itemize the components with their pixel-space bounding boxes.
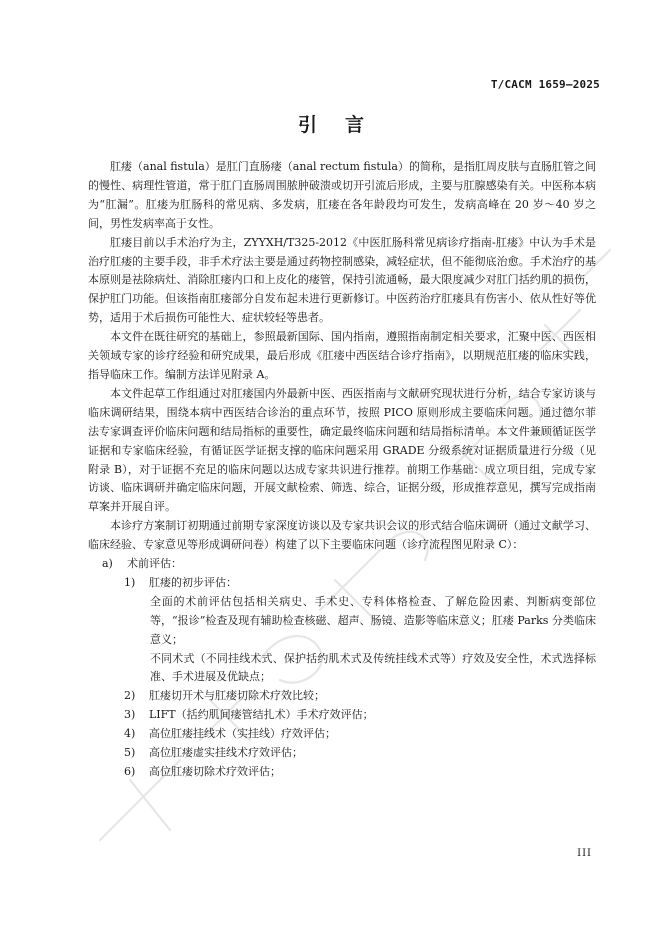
intro-paragraph-3: 本文件在既往研究的基础上，参照最新国际、国内指南，遵照指南制定相关要求，汇聚中医、西医相关领域专家的诊疗经验和研究成果，最后形成《肛瘘中西医结合诊疗指南》，以期规范肛瘘的临床实践，指导临床工作。编制方法详见附录 A。 [88,330,596,381]
list-item-1 [88,574,596,593]
list-item-3 [88,706,596,725]
list-item-5 [88,744,596,763]
list-label: 肛瘘的初步评估： [149,575,237,589]
intro-paragraph-5: 本诊疗方案制订初期通过前期专家深度访谈以及专家共识会议的形式结合临床调研（通过文献学习、临床经验、专家意见等形成调研问卷）构建了以下主要临床问题（诊疗流程图见附录 C）： [88,519,596,552]
list-item-a [88,555,596,574]
list-item-6 [88,763,596,782]
intro-paragraph-1: 肛瘘（anal fistula）是肛门直肠瘘（anal rectum fistula）的简称，是指肛周皮肤与直肠肛管之间的慢性、病理性管道，常于肛门直肠周围脓肿破溃或切开引流后形成，主要与肛腺感染有关。中医称本病为“肛漏”。肛瘘为肛肠科的常见病、多发病，肛瘘在各年龄段均可发生，发病高峰在 20 岁～40 岁之间，男性发病率高于女性。 [88,160,596,230]
list-marker: 4) [124,727,136,741]
list-label: 高位肛瘘切除术疗效评估； [149,765,281,778]
document-body [88,158,596,782]
list-marker: 3) [124,708,136,722]
sub-item-surgical-options: 不同术式（不同挂线术式、保护括约肌术式及传统挂线术式等）疗效及安全性，术式选择标准、手术进展及优缺点； [150,651,596,684]
list-marker: 1) [124,575,136,589]
list-item-4 [88,725,596,744]
list-label: LIFT（括约肌间瘘管结扎术）手术疗效评估； [149,708,374,722]
list-label: 高位肛瘘挂线术（实挂线）疗效评估； [149,727,336,741]
list-marker: 5) [124,746,136,760]
list-label: 肛瘘切开术与肛瘘切除术疗效比较； [149,689,325,703]
list-item-2 [88,687,596,706]
list-label: 术前评估： [127,557,182,571]
list-marker: a) [102,557,113,571]
list-label: 高位肛瘘虚实挂线术疗效评估； [149,746,303,760]
standard-code: T/CACM 1659—2025 [490,78,600,91]
list-marker: 6) [124,765,136,778]
page-number: III [577,848,592,859]
page-title: 引言 [297,114,392,136]
sub-item-preop-assessment: 全面的术前评估包括相关病史、手术史、专科体格检查、了解危险因素、判断病变部位等，“报诊”检查及现有辅助检查核磁、超声、肠镜、造影等临床意义；肛瘘 Parks 分类临床意义； [150,594,596,646]
intro-paragraph-4: 本文件起草工作组通过对肛瘘国内外最新中医、西医指南与文献研究现状进行分析，结合专家访谈与临床调研结果，围绕本病中西医结合诊治的重点环节，按照 PICO 原则形成主要临床问题。通过德尔菲法专家调查评价临床问题和结局指标的重要性，确定最终临床问题和结局指标清单。本文件兼顾循证医学证据和专家临床经验，有循证医学证据支撑的临床问题采用 GRADE 分级系统对证据质量进行分级（见附录 B），对于证据不充足的临床问题以达成专家共识进行推荐。前期工作基础：成立项目组，完成专家访谈、临床调研并确定临床问题，开展文献检索、筛选、综合，证据分级，形成推荐意见，撰写完成指南草案并开展自评。 [88,386,596,514]
intro-paragraph-2: 肛瘘目前以手术治疗为主，ZYYXH/T325-2012《中医肛肠科常见病诊疗指南-肛瘘》中认为手术是治疗肛瘘的主要手段，非手术疗法主要是通过药物控制感染，减轻症状，但不能彻底治愈。手术治疗的基本原则是祛除病灶、消除肛瘘内口和上皮化的瘘管，保持引流通畅，最大限度减少对肛门括约肌的损伤，保护肛门功能。但该指南肛瘘部分自发布起未进行更新修订。中医药治疗肛瘘具有伤害小、依从性好等优势，适用于术后损伤可能性大、症状较轻等患者。 [88,235,596,325]
list-marker: 2) [124,689,136,703]
